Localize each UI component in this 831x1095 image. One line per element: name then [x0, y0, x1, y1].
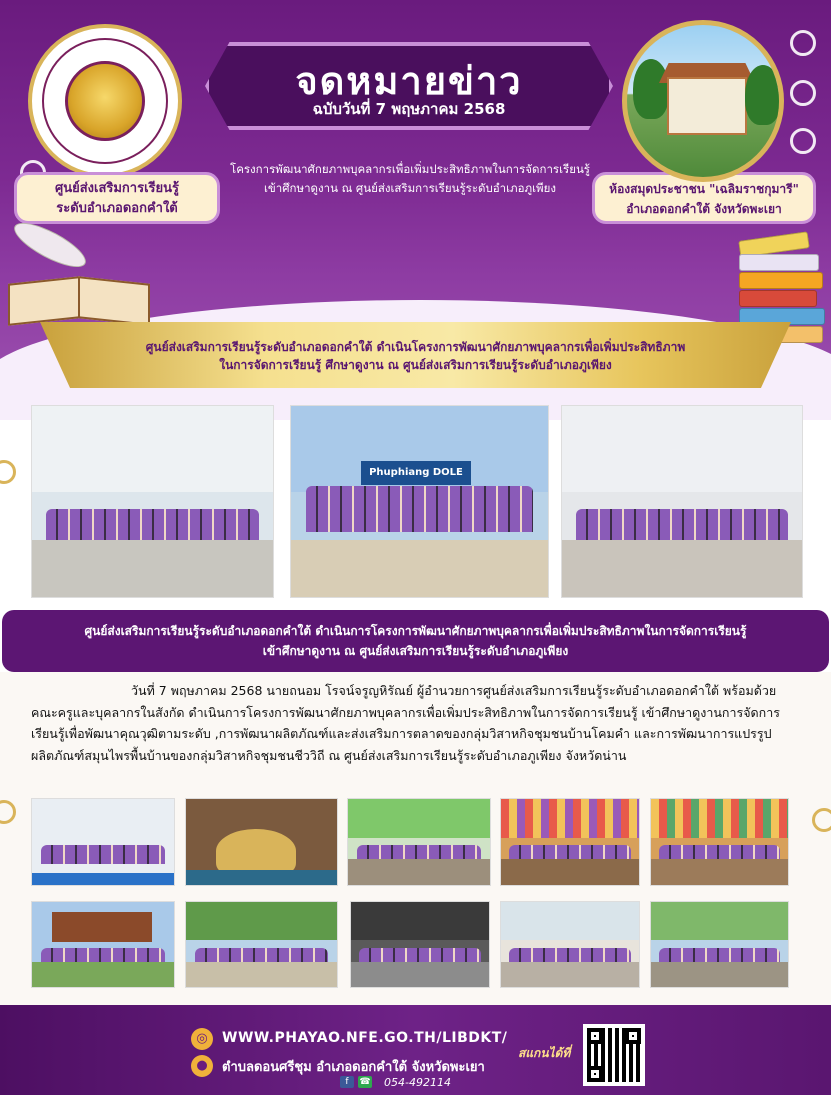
headline-text [60, 338, 771, 374]
decorative-flower-icon [790, 30, 816, 56]
header-description-line2: เข้าศึกษาดูงาน ณ ศูนย์ส่งเสริมการเรียนรู้ระดับอำเภอภูเพียง [263, 181, 556, 195]
book-icon [739, 254, 819, 271]
participants-group [306, 486, 532, 532]
library-building-photo [622, 20, 784, 182]
gallery-photo [31, 901, 175, 988]
issue-date: ฉบับวันที่ 7 พฤษภาคม 2568 [312, 100, 506, 118]
decorative-ornament-icon [0, 460, 16, 484]
meeting-room-photo [31, 405, 274, 598]
subtitle-line1: ศูนย์ส่งเสริมการเรียนรู้ระดับอำเภอดอกคำใต้ ดำเนินการโครงการพัฒนาศักยภาพบุคลากรเพื่อเพิ่มประสิทธิภาพในการจัดการเรียนรู้ [84, 624, 747, 638]
participants-group [41, 845, 166, 864]
subtitle-line2: เข้าศึกษาดูงาน ณ ศูนย์ส่งเสริมการเรียนรู้ระดับอำเภอภูเพียง [262, 644, 569, 658]
center-sign: Phuphiang DOLE [361, 461, 471, 485]
website-link[interactable]: WWW.PHAYAO.NFE.GO.TH/LIBDKT/ [222, 1030, 508, 1046]
phone-icon[interactable]: ☎ [359, 1077, 371, 1087]
department-logo [28, 24, 182, 178]
gallery-photo [650, 901, 789, 988]
library-name-line2: อำเภอดอกคำใต้ จังหวัดพะเยา [626, 202, 782, 216]
header-description-line1: โครงการพัฒนาศักยภาพบุคลากรเพื่อเพิ่มประสิทธิภาพในการจัดการเรียนรู้ [230, 162, 590, 176]
library-name-line1: ห้องสมุดประชาชน "เฉลิมราชกุมารี" [609, 182, 799, 196]
header-description [200, 160, 620, 198]
book-icon [739, 272, 823, 289]
phone-number: 054-492114 [384, 1076, 451, 1089]
newsletter-title: จดหมายข่าว [295, 59, 523, 103]
decorative-ornament-icon [812, 808, 831, 832]
gallery-photo [500, 901, 640, 988]
address-text: ตำบลดอนศรีชุม อำเภอดอกคำใต้ จังหวัดพะเยา [222, 1060, 485, 1075]
headline-line1: ศูนย์ส่งเสริมการเรียนรู้ระดับอำเภอดอกคำใต้ ดำเนินโครงการพัฒนาศักยภาพบุคลากรเพื่อเพิ่มประสิทธิภาพ [145, 340, 686, 354]
group-outdoor-photo [290, 405, 549, 598]
book-page-left [8, 276, 80, 326]
gallery-photo [185, 901, 338, 988]
product-display [216, 829, 296, 873]
headline-line2: ในการจัดการเรียนรู้ ศึกษาดูงาน ณ ศูนย์ส่งเสริมการเรียนรู้ระดับอำเภอภูเพียง [219, 358, 612, 372]
gallery-photo [650, 798, 789, 886]
center-name-label [14, 172, 220, 224]
book-icon [739, 290, 817, 307]
tree-icon [745, 65, 781, 125]
building-roof [52, 912, 152, 942]
center-name-line2: ระดับอำเภอดอกคำใต้ [56, 201, 178, 216]
building-body [667, 77, 747, 135]
gallery-photo [500, 798, 640, 886]
gallery-photo [185, 798, 338, 886]
globe-icon: ◎ [191, 1028, 213, 1050]
gallery-photo [350, 901, 490, 988]
open-book-icon [0, 260, 150, 330]
facebook-icon[interactable]: f [340, 1076, 354, 1088]
meeting-room-photo-2 [561, 405, 803, 598]
scan-label: สแกนได้ที่ [518, 1046, 571, 1060]
logo-ring [42, 38, 168, 164]
decorative-flower-icon [790, 80, 816, 106]
book-page-right [78, 276, 150, 326]
center-name-line1: ศูนย์ส่งเสริมการเรียนรู้ [54, 181, 180, 196]
article-paragraph: วันที่ 7 พฤษภาคม 2568 นายถนอม โรจน์จรูญหิรัณย์ ผู้อำนวยการศูนย์ส่งเสริมการเรียนรู้ระดับอำเภอดอกคำใต้ พร้อมด้วยคณะครูและบุคลากรในสังกัด ดำเนินการโครงการพัฒนาศักยภาพบุคลากรเพื่อเพิ่มประสิทธิภาพในการจัดการเรียนรู้ เข้าศึกษาดูงานการจัดการเรียนรู้เพื่อพัฒนาคุณวุฒิตามระดับ ,การพัฒนาผลิตภัณฑ์และส่งเสริมการตลาดของกลุ่มวิสาหกิจชุมชนบ้านโคมคำ และการพัฒนาการแปรรูปผลิตภัณฑ์สมุนไพรพื้นบ้านของกลุ่มวิสาหกิจชุมชนชีววิถี ณ ศูนย์ส่งเสริมการเรียนรู้ระดับอำเภอภูเพียง จังหวัดน่าน [31, 683, 780, 763]
tree-icon [633, 59, 669, 119]
map-pin-icon: ● [191, 1055, 213, 1077]
decorative-flower-icon [790, 128, 816, 154]
gallery-photo [31, 798, 175, 886]
subtitle-text [20, 621, 811, 661]
contact-icons [340, 1076, 372, 1088]
gallery-photo [347, 798, 491, 886]
qr-code[interactable] [583, 1024, 645, 1086]
